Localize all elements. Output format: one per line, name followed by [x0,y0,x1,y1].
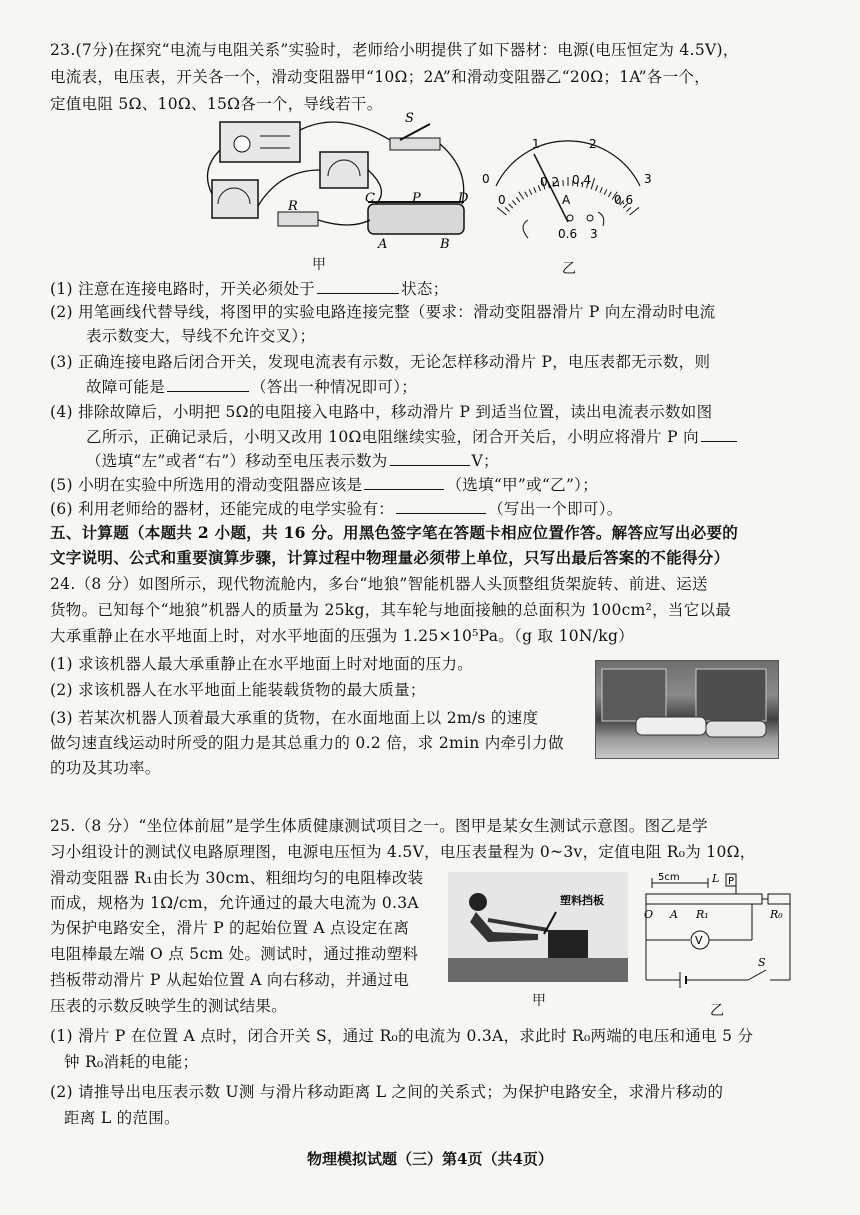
dial-tick [529,189,532,194]
label-r: R [288,199,298,214]
plastic-board-label: 塑料挡板 [560,894,604,907]
label-r1: R₁ [696,908,709,921]
q23-line-3: 定值电阻 5Ω、10Ω、15Ω各一个，导线若干。 [50,95,383,113]
q23-line-1: 23.(7分)在探究“电流与电阻关系”实验时，老师给小明提供了如下器材：电源(电压恒定为 4.5V)， [50,41,739,59]
q25-sub-1a: (1) 滑片 P 在位置 A 点时，闭合开关 S，通过 R₀的电流为 0.3A，求此时 R₀两端的电压和通电 5 分 [50,1027,754,1045]
q23-sub-1: (1) 注意在连接电路时，开关必须处于 状态； [50,280,449,298]
dial-tick [525,192,528,197]
q23-sub-5: (5) 小明在实验中所选用的滑动变阻器应该是 （选填“甲”或“乙”）； [50,476,599,494]
q25-sub-2a: (2) 请推导出电压表示数 U测 与滑片移动距离 L 之间的关系式；为保护电路安全，求滑片移动的 [50,1083,724,1101]
q23-sub-4b: 乙所示，正确记录后，小明又改用 10Ω电阻继续实验，闭合开关后，小明应将滑片 P 向 [86,426,739,447]
dial-tick [519,192,524,199]
q24-sub-2: (2) 求该机器人在水平地面上能装载货物的最大质量； [50,681,426,699]
dial-tick [509,204,513,208]
q25-line-8: 压表的示数反映学生的测试结果。 [50,997,288,1015]
outer-tick-0: 0 [482,172,490,186]
q23-sub-4a: (4) 排除故障后，小明把 5Ω的电阻接入电路中，移动滑片 P 到适当位置，读出电流表示数如图 [50,403,713,421]
q25-sub-1b: 钟 R₀消耗的电能； [64,1053,199,1071]
fig-label-yi: 乙 [562,261,576,277]
q23-sub-2b: 表示数变大，导线不允许交叉）； [86,327,316,345]
fig25-label-jia: 甲 [532,993,546,1009]
label-o: O [644,908,654,921]
q23-sub-2a: (2) 用笔画线代替导线，将图甲的实验电路连接完整（要求：滑动变阻器滑片 P 向左滑动时电流 [50,303,716,321]
sit-reach-figure-jia [448,872,628,982]
ammeter-dial-yi [478,138,658,248]
inner-tick-06: 0.6 [614,193,634,207]
circuit-diagram-yi [640,870,800,1000]
robot-photo-shapes [596,661,778,758]
q25-line-4: 而成，规格为 1Ω/cm，允许通过的最大电流为 0.3A [50,894,419,912]
q25-line-7: 挡板带动滑片 P 从起始位置 A 向右移动，并通过电 [50,971,410,989]
q25-line-3: 滑动变阻器 R₁由长为 30cm、粗细均匀的电阻棒改装 [50,869,424,887]
label-s: S [758,956,766,969]
fig-label-jia: 甲 [312,257,326,273]
q24-line-2: 货物。已知每个“地狼”机器人的质量为 25kg，其车轮与地面接触的总面积为 100cm²，当它以最 [50,601,732,619]
dial-tick [630,207,639,215]
robot-photo [595,660,779,759]
label-a: A [670,908,678,921]
terminal-3: 3 [590,227,598,241]
q25-line-2: 习小组设计的测试仪电路原理图，电源电压恒为 4.5V，电压表量程为 0~3v，定值电阻 R₀为 10Ω， [50,843,756,861]
q24-sub-3a: (3) 若某次机器人顶着最大承重的货物，在水面地面上以 2m/s 的速度 [50,709,539,727]
section-5-heading-2: 文字说明、公式和重要演算步骤，计算过程中物理量必须带上单位，只写出最后答案的不能得分） [50,548,730,567]
inner-tick-04: 0.4 [572,173,592,187]
inner-tick-0: 0 [498,193,506,207]
q24-sub-3c: 的功及其功率。 [50,759,161,777]
label-b: B [440,237,450,252]
label-l: L [712,872,720,885]
fig25-label-yi: 乙 [710,1003,724,1019]
label-s: S [405,111,414,126]
q25-line-1: 25.（8 分）“坐位体前屈”是学生体质健康测试项目之一。图甲是某女生测试示意图。图乙是学 [50,817,708,835]
outer-tick-3: 3 [644,172,652,186]
dial-tick [512,200,516,205]
outer-tick-1: 1 [532,138,540,151]
q24-line-1: 24.（8 分）如图所示，现代物流舱内，多台“地狼”智能机器人头顶整组货架旋转、前进、运送 [50,575,708,593]
section-5-heading-1: 五、计算题（本题共 2 小题，共 16 分。用黑色签字笔在答题卡相应位置作答。解答应写出必要的 [50,523,739,542]
label-p: P [728,876,735,887]
dial-tick [505,207,509,211]
q24-sub-1: (1) 求该机器人最大承重静止在水平地面上时对地面的压力。 [50,655,474,673]
label-5cm: 5cm [658,872,680,883]
q23-sub-3b: 故障可能是 （答出一种情况即可）； [86,378,418,396]
dial-tick [534,187,536,193]
q23-line-2: 电流表，电压表，开关各一个，滑动变阻器甲“10Ω；2A”和滑动变阻器乙“20Ω；1A”各一个， [50,68,711,86]
dial-tick [516,197,520,202]
inner-tick-02: 0.2 [540,175,560,189]
dial-tick [627,207,631,211]
q23-sub-6: (6) 利用老师给的器材，还能完成的电学实验有： （写出一个即可）。 [50,500,623,518]
label-p: P [412,191,421,206]
dial-tick [600,187,602,193]
terminal-06: 0.6 [558,227,578,241]
q24-line-3: 大承重静止在水平地面上时，对水平地面的压强为 1.25×10⁵Pa。（g 取 10N/kg） [50,627,634,645]
dial-tick [604,189,607,194]
q23-sub-4c: （选填“左”或者“右”）移动至电压表示数为 V； [86,452,499,470]
q25-sub-2b: 距离 L 的范围。 [64,1109,180,1127]
dial-tick [596,185,598,191]
page-footer: 物理模拟试题（三）第4页（共4页） [307,1150,553,1168]
label-r0: R₀ [770,908,783,921]
label-c: C [365,191,375,206]
q23-sub-3a: (3) 正确连接电路后闭合开关，发现电流表有示数，无论怎样移动滑片 P，电压表都无示数，则 [50,353,711,371]
dial-tick [608,192,611,197]
dial-tick [497,207,506,215]
q25-line-5: 为保护电路安全，滑片 P 的起始位置 A 点设定在离 [50,919,410,937]
circuit-diagram-jia [200,110,480,270]
label-a: A [378,237,388,252]
ammeter-unit: A [562,193,571,207]
q24-sub-3b: 做匀速直线运动时所受的阻力是其总重力的 0.2 倍，求 2min 内牵引力做 [50,734,564,752]
label-d: D [458,191,469,206]
dial-tick [591,178,594,189]
q25-line-6: 电阻棒最左端 O 点 5cm 处。测试时，通过推动塑料 [50,945,419,963]
outer-tick-2: 2 [589,138,597,151]
label-v: V [695,934,703,947]
